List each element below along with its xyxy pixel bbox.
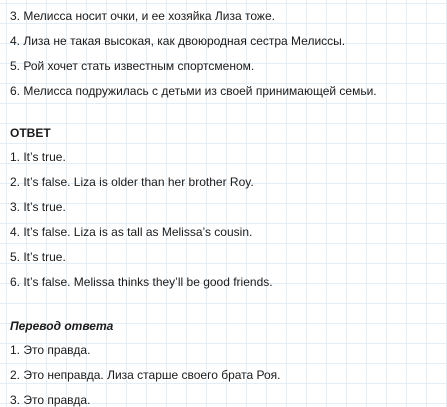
answer-heading: ОТВЕТ xyxy=(10,126,51,140)
translation-heading: Перевод ответа xyxy=(10,319,114,333)
answer-item-4: 4. It’s false. Liza is as tall as Melissa’s cousin. xyxy=(10,225,253,239)
translation-item-1: 1. Это правда. xyxy=(10,343,91,357)
answer-item-6: 6. It’s false. Melissa thinks they’ll be good friends. xyxy=(10,275,273,289)
answer-item-2: 2. It’s false. Liza is older than her brother Roy. xyxy=(10,175,254,189)
answer-item-3: 3. It’s true. xyxy=(10,200,66,214)
statement-5: 5. Рой хочет стать известным спортсменом. xyxy=(10,59,255,73)
statement-3: 3. Мелисса носит очки, и ее хозяйка Лиза тоже. xyxy=(10,9,275,23)
statement-4: 4. Лиза не такая высокая, как двоюродная сестра Мелиссы. xyxy=(10,34,346,48)
translation-item-2: 2. Это неправда. Лиза старше своего брата Роя. xyxy=(10,368,281,382)
translation-item-3: 3. Это правда. xyxy=(10,393,91,407)
answer-item-5: 5. It’s true. xyxy=(10,250,66,264)
statement-6: 6. Мелисса подружилась с детьми из своей принимающей семьи. xyxy=(10,84,377,98)
answer-item-1: 1. It’s true. xyxy=(10,150,66,164)
